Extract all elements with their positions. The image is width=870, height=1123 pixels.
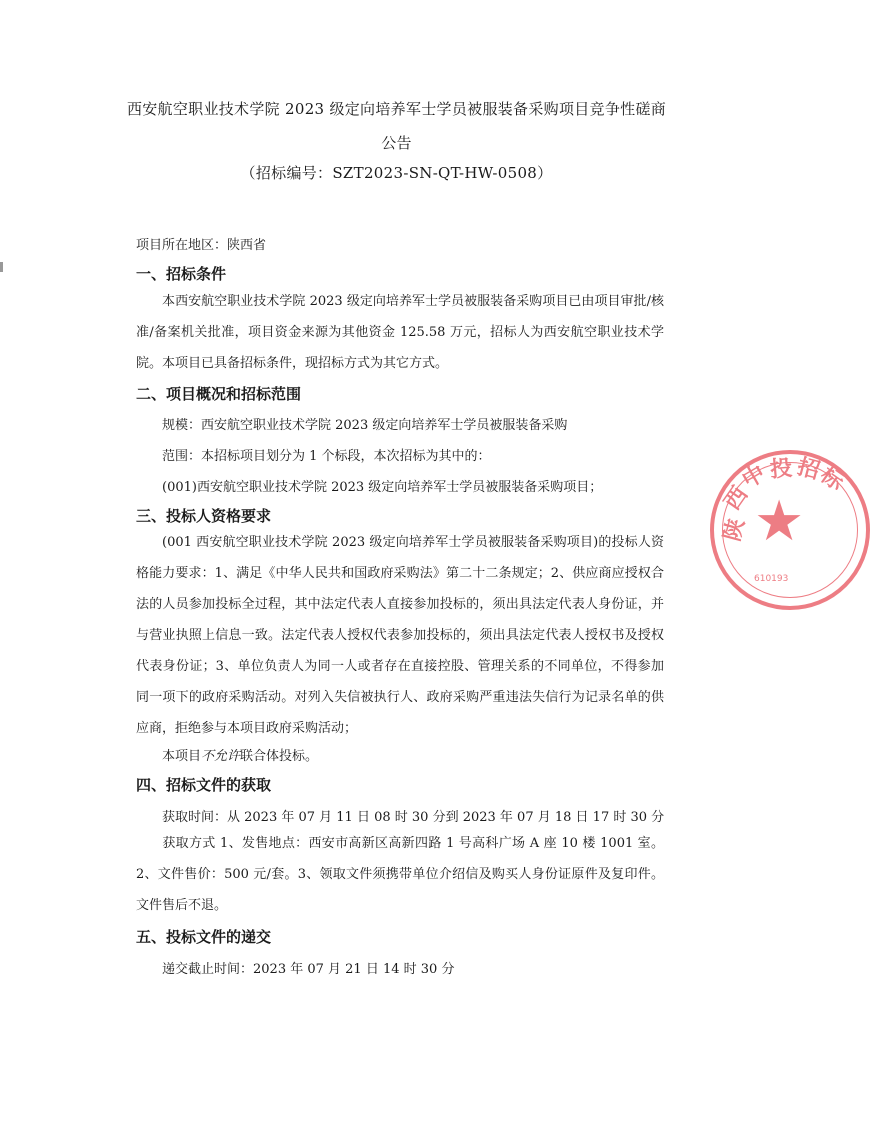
scan-margin-mark	[0, 262, 3, 272]
document-acquisition-time: 获取时间：从 2023 年 07 月 11 日 08 时 30 分到 2023 年 07 月 18 日 17 时 30 分	[162, 810, 665, 825]
project-lot: (001)西安航空职业技术学院 2023 级定向培养军士学员被服装备采购项目；	[162, 480, 603, 495]
document-title-line2: 公告	[381, 134, 412, 152]
section-3-heading: 三、投标人资格要求	[136, 507, 272, 525]
seal-star-icon: ★	[754, 489, 805, 554]
section-4-heading: 四、招标文件的获取	[136, 776, 272, 794]
section-1-heading: 一、招标条件	[136, 265, 227, 283]
section-3-paragraph	[136, 527, 664, 744]
submission-deadline: 递交截止时间：2023 年 07 月 21 日 14 时 30 分	[162, 962, 455, 977]
section-4-paragraph	[136, 828, 664, 921]
project-scope: 范围：本招标项目划分为 1 个标段，本次招标为其中的：	[162, 449, 491, 464]
consortium-prefix: 本项目	[162, 749, 202, 764]
seal-text-6: 标	[815, 462, 849, 496]
consortium-suffix: 联合体投标。	[240, 749, 319, 764]
company-seal	[710, 450, 870, 610]
seal-text-5: 招	[794, 454, 823, 485]
seal-code: 610193	[754, 574, 789, 584]
seal-text-3: 中	[738, 460, 770, 494]
project-location: 项目所在地区：陕西省	[136, 238, 267, 253]
consortium-note	[162, 745, 318, 764]
section-1-paragraph	[136, 286, 664, 379]
section-2-heading: 二、项目概况和招标范围	[136, 385, 302, 403]
section-1-text: 本西安航空职业技术学院 2023 级定向培养军士学员被服装备采购项目已由项目审批/核准/备案机关批准，项目资金来源为其他资金 125.58 万元，招标人为西安航空职业技术学院。本项目已具备招标条件，现招标方式为其它方式。	[136, 294, 664, 371]
seal-text-2: 西	[720, 482, 754, 515]
consortium-not-allowed: 不允许	[201, 749, 241, 764]
section-5-heading: 五、投标文件的递交	[136, 928, 272, 946]
section-3-text: (001 西安航空职业技术学院 2023 级定向培养军士学员被服装备采购项目)的投标人资格能力要求：1、满足《中华人民共和国政府采购法》第二十二条规定；2、供应商应授权合法的人员参加投标全过程，其中法定代表人直接参加投标的，须出具法定代表人身份证，并与营业执照上信息一致。法定代表人授权代表参加投标的，须出具法定代表人授权书及授权代表身份证；3、单位负责人为同一人或者存在直接控股、管理关系的不同单位，不得参加同一项下的政府采购活动。对列入失信被执行人、政府采购严重违法失信行为记录名单的供应商，拒绝参与本项目政府采购活动；	[136, 535, 664, 736]
seal-text-4: 投	[769, 456, 794, 483]
document-title: 西安航空职业技术学院 2023 级定向培养军士学员被服装备采购项目竞争性磋商	[126, 100, 667, 118]
bid-number: （招标编号：SZT2023-SN-QT-HW-0508）	[240, 164, 553, 182]
document-acquisition-method: 获取方式 1、发售地点：西安市高新区高新四路 1 号高科广场 A 座 10 楼 1001 室。2、文件售价：500 元/套。3、领取文件须携带单位介绍信及购买人身份证原件及复印件。文件售后不退。	[136, 836, 664, 913]
seal-text-1: 陕	[720, 516, 750, 544]
project-scale: 规模：西安航空职业技术学院 2023 级定向培养军士学员被服装备采购	[162, 418, 568, 433]
